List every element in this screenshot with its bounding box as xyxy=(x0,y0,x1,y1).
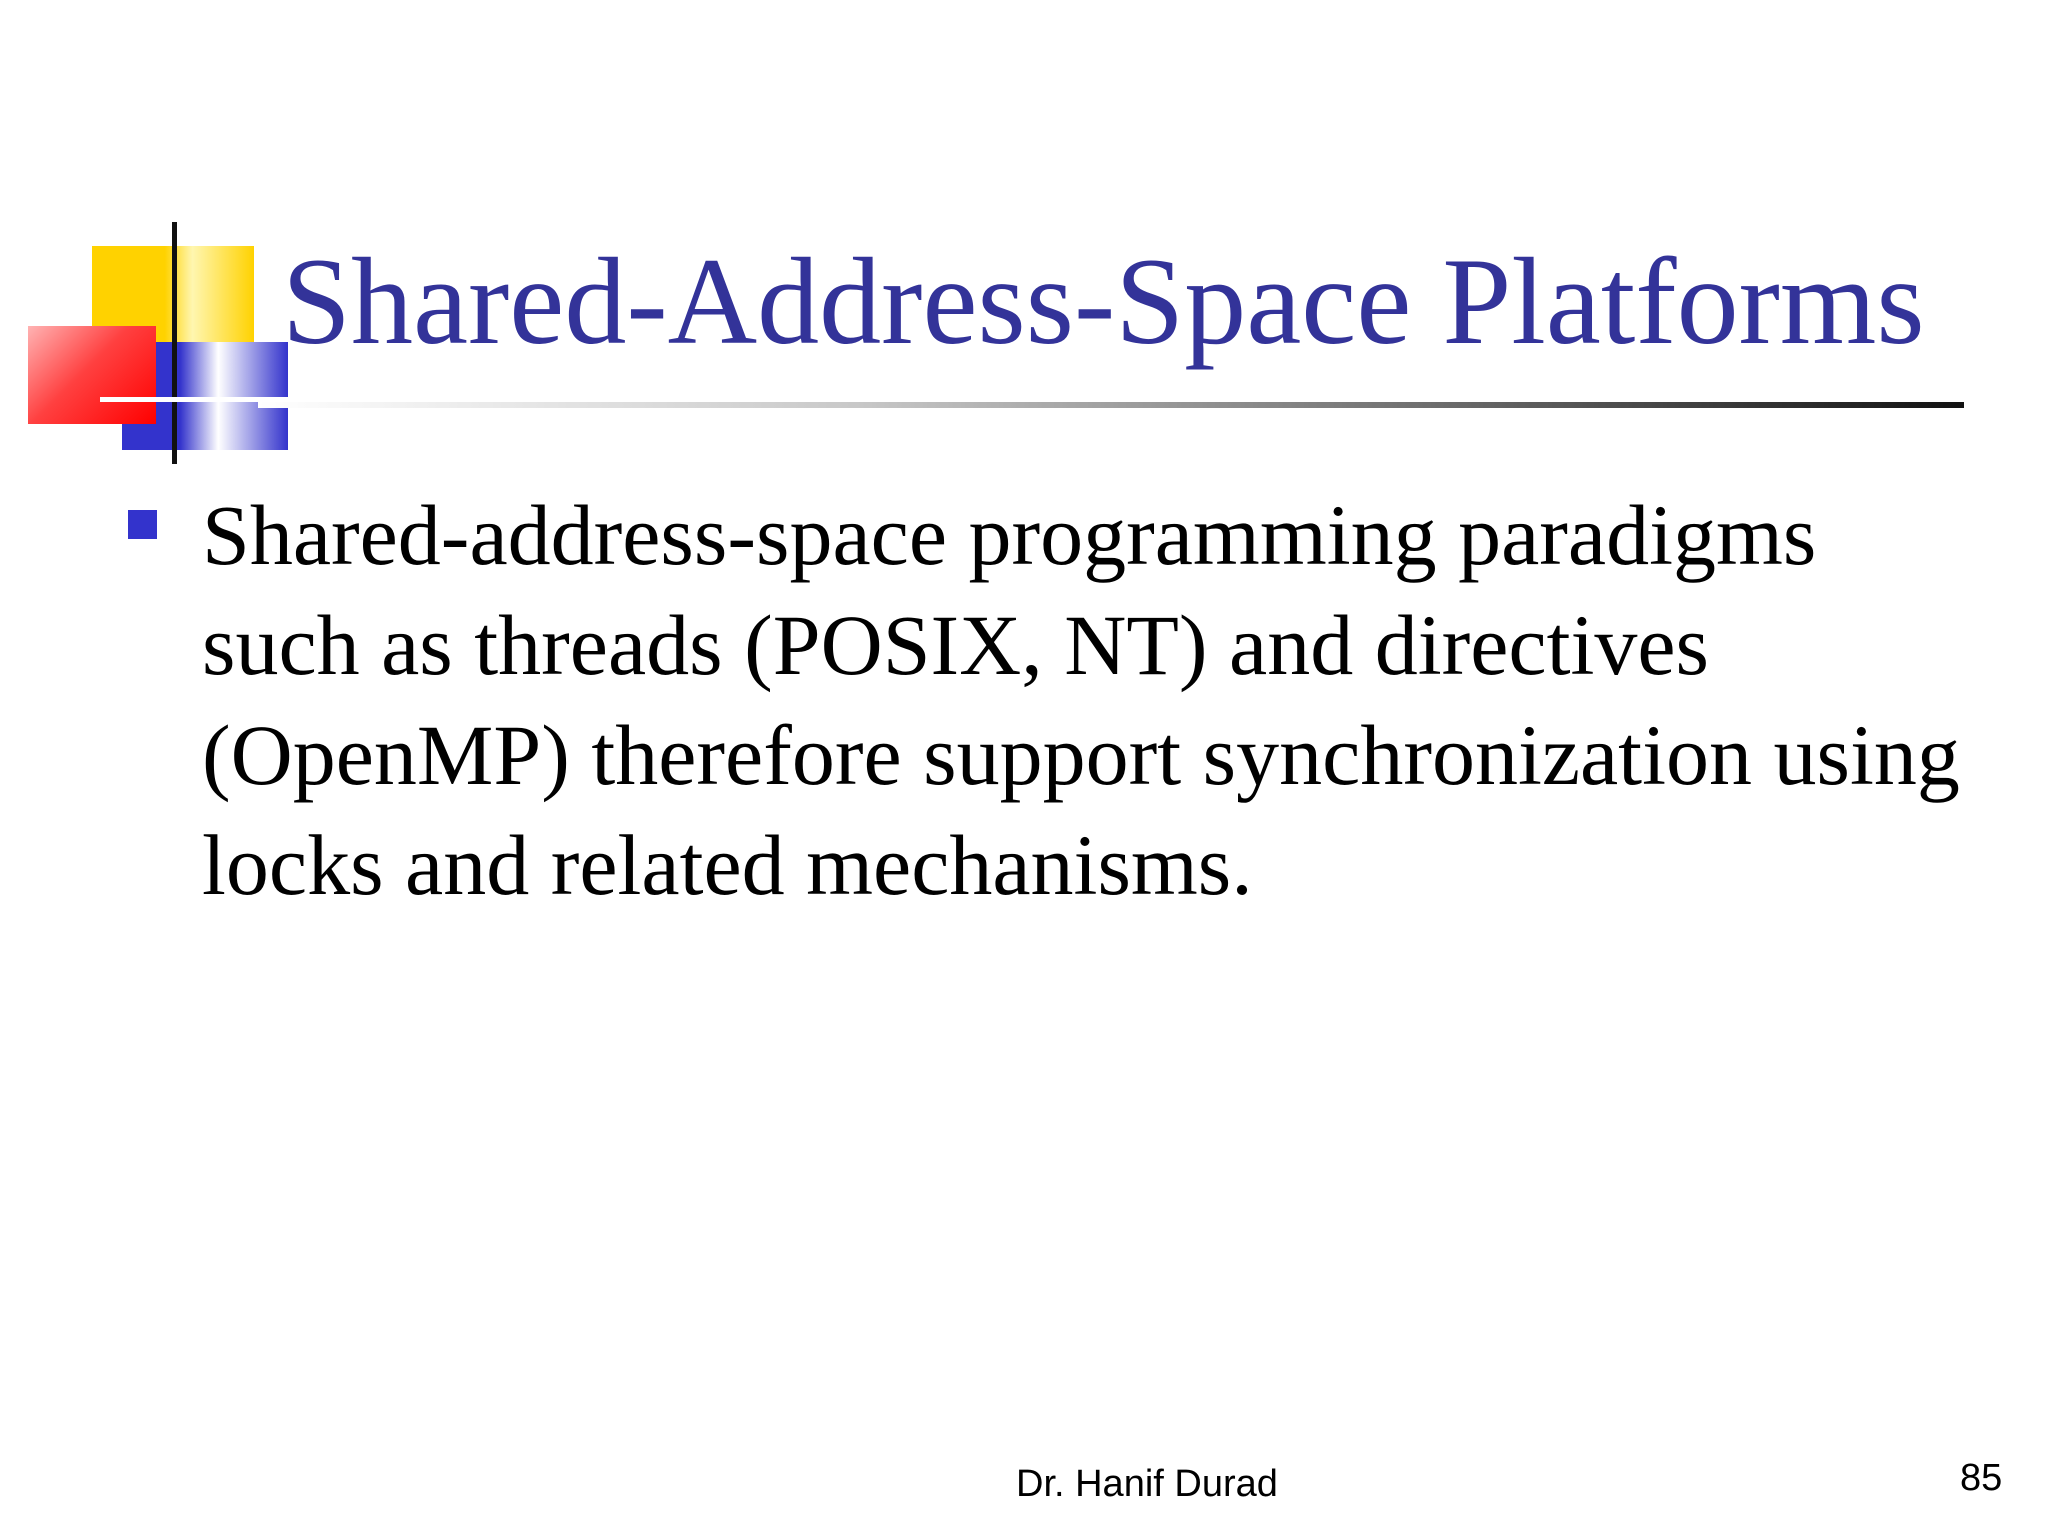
title-underline-divider xyxy=(258,402,1964,408)
slide-title: Shared-Address-Space Platforms xyxy=(282,233,1925,370)
vertical-line-divider xyxy=(172,222,177,464)
red-square-icon xyxy=(28,326,156,424)
bullet-text: Shared-address-space programming paradigms such as threads (POSIX, NT) and directives (OpenMP) therefore support synchronization using locks and related mechanisms. xyxy=(202,487,1960,913)
footer-author: Dr. Hanif Durad xyxy=(1016,1463,1278,1505)
bullet-list xyxy=(128,480,1968,920)
page-number: 85 xyxy=(1960,1457,2003,1499)
bullet-item xyxy=(128,480,1968,920)
square-bullet-icon xyxy=(128,510,157,539)
